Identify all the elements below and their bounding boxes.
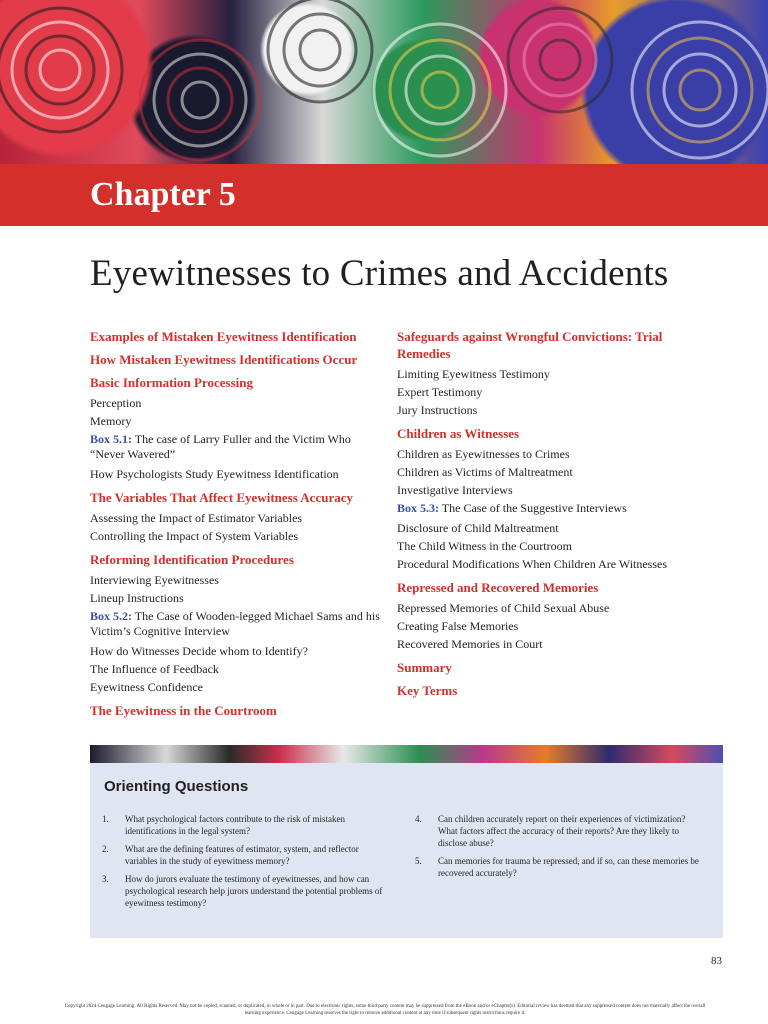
- toc-item[interactable]: Repressed Memories of Child Sexual Abuse: [397, 601, 610, 615]
- toc-heading[interactable]: Examples of Mistaken Eyewitness Identification: [90, 329, 357, 344]
- chapter-number: Chapter 5: [90, 176, 236, 213]
- toc-heading[interactable]: Basic Information Processing: [90, 375, 253, 390]
- question-text: How do jurors evaluate the testimony of eyewitnesses, and how can psychological research help jurors understand the potential problems of eyewitness testimony?: [125, 874, 383, 908]
- toc-right-column: [397, 322, 697, 703]
- box-title: The Case of Wooden-legged Michael Sams and his Victim’s Cognitive Interview: [90, 609, 380, 638]
- orienting-questions-left: [102, 813, 387, 915]
- box-label: Box 5.2:: [90, 609, 132, 623]
- orienting-question: [415, 813, 705, 849]
- question-number: 2.: [102, 844, 109, 854]
- toc-box-item[interactable]: [90, 609, 380, 639]
- page-number: 83: [711, 955, 722, 967]
- toc-heading[interactable]: Repressed and Recovered Memories: [397, 580, 599, 595]
- orienting-questions-stripe: [90, 745, 723, 763]
- toc-left-column: [90, 322, 380, 723]
- toc-heading[interactable]: How Mistaken Eyewitness Identifications Occur: [90, 352, 358, 367]
- toc-box-item[interactable]: [397, 501, 697, 516]
- box-title: The Case of the Suggestive Interviews: [439, 501, 627, 515]
- toc-section: [397, 682, 697, 699]
- toc-item[interactable]: How Psychologists Study Eyewitness Identification: [90, 467, 339, 481]
- toc-heading[interactable]: The Eyewitness in the Courtroom: [90, 703, 277, 718]
- question-text: What are the defining features of estimator, system, and reflector variables in the study of eyewitness memory?: [125, 844, 359, 866]
- box-title: The case of Larry Fuller and the Victim Who “Never Wavered”: [90, 432, 351, 461]
- toc-section: [90, 374, 380, 483]
- toc-heading[interactable]: Children as Witnesses: [397, 426, 520, 441]
- box-label: Box 5.1:: [90, 432, 132, 446]
- toc-item[interactable]: Children as Victims of Maltreatment: [397, 465, 573, 479]
- orienting-questions-right: [415, 813, 705, 885]
- orienting-questions-title: Orienting Questions: [104, 778, 249, 795]
- toc-item[interactable]: Lineup Instructions: [90, 591, 184, 605]
- chapter-banner: [0, 164, 768, 226]
- toc-section: [397, 328, 697, 419]
- toc-item[interactable]: Creating False Memories: [397, 619, 519, 633]
- toc-item[interactable]: Expert Testimony: [397, 385, 483, 399]
- question-text: What psychological factors contribute to the risk of mistaken identifications in the legal system?: [125, 814, 345, 836]
- toc-item[interactable]: Eyewitness Confidence: [90, 680, 203, 694]
- toc-item[interactable]: Interviewing Eyewitnesses: [90, 573, 219, 587]
- toc-item[interactable]: Children as Eyewitnesses to Crimes: [397, 447, 570, 461]
- toc-item[interactable]: Investigative Interviews: [397, 483, 513, 497]
- orienting-question: [102, 843, 387, 867]
- question-number: 5.: [415, 856, 422, 866]
- question-text: Can memories for trauma be repressed, and if so, can these memories be recovered accurately?: [438, 856, 699, 878]
- toc-item[interactable]: Jury Instructions: [397, 403, 478, 417]
- toc-section: [397, 425, 697, 573]
- question-number: 1.: [102, 814, 109, 824]
- toc-section: [90, 489, 380, 545]
- toc-item[interactable]: Limiting Eyewitness Testimony: [397, 367, 550, 381]
- toc-item[interactable]: Recovered Memories in Court: [397, 637, 543, 651]
- toc-section: [397, 579, 697, 653]
- toc-section: [397, 659, 697, 676]
- copyright-notice: Copyright 2024 Cengage Learning. All Rights Reserved. May not be copied, scanned, or duplicated, in whole or in part. Due to electronic rights, some third party content may be suppressed from the eBook and/or eChapter(s). Editorial review has deemed that any suppressed content does not materially affect the overall learning experience. Cengage Learning reserves the right to remove additional content at any time if subsequent rights restrictions require it.: [64, 1004, 706, 1016]
- toc-item[interactable]: Assessing the Impact of Estimator Variables: [90, 511, 303, 525]
- orienting-question: [415, 855, 705, 879]
- orienting-question: [102, 813, 387, 837]
- toc-section: [90, 328, 380, 345]
- toc-item[interactable]: Perception: [90, 396, 142, 410]
- toc-heading[interactable]: The Variables That Affect Eyewitness Accuracy: [90, 490, 353, 505]
- toc-heading[interactable]: Reforming Identification Procedures: [90, 552, 294, 567]
- fingerprint-pattern: [0, 0, 768, 164]
- question-text: Can children accurately report on their experiences of victimization? What factors affect the accuracy of their reports? Are they likely to disclose abuse?: [438, 814, 686, 848]
- chapter-title: Eyewitnesses to Crimes and Accidents: [90, 253, 669, 294]
- toc-box-item[interactable]: [90, 432, 380, 462]
- toc-heading[interactable]: Summary: [397, 660, 452, 675]
- question-number: 3.: [102, 874, 109, 884]
- toc-item[interactable]: The Child Witness in the Courtroom: [397, 539, 572, 553]
- toc-item[interactable]: Disclosure of Child Maltreatment: [397, 521, 559, 535]
- toc-heading[interactable]: Key Terms: [397, 683, 458, 698]
- box-label: Box 5.3:: [397, 501, 439, 515]
- toc-item[interactable]: Procedural Modifications When Children Are Witnesses: [397, 557, 668, 571]
- toc-item[interactable]: Controlling the Impact of System Variables: [90, 529, 299, 543]
- toc-item[interactable]: Memory: [90, 414, 132, 428]
- toc-section: [90, 702, 380, 719]
- toc-section: [90, 351, 380, 368]
- question-number: 4.: [415, 814, 422, 824]
- toc-item[interactable]: The Influence of Feedback: [90, 662, 219, 676]
- toc-heading[interactable]: Safeguards against Wrongful Convictions: Trial Remedies: [397, 329, 663, 361]
- orienting-question: [102, 873, 387, 909]
- orienting-questions-panel: [90, 763, 723, 938]
- fingerprint-banner-image: [0, 0, 768, 164]
- toc-item[interactable]: How do Witnesses Decide whom to Identify?: [90, 644, 308, 658]
- toc-section: [90, 551, 380, 696]
